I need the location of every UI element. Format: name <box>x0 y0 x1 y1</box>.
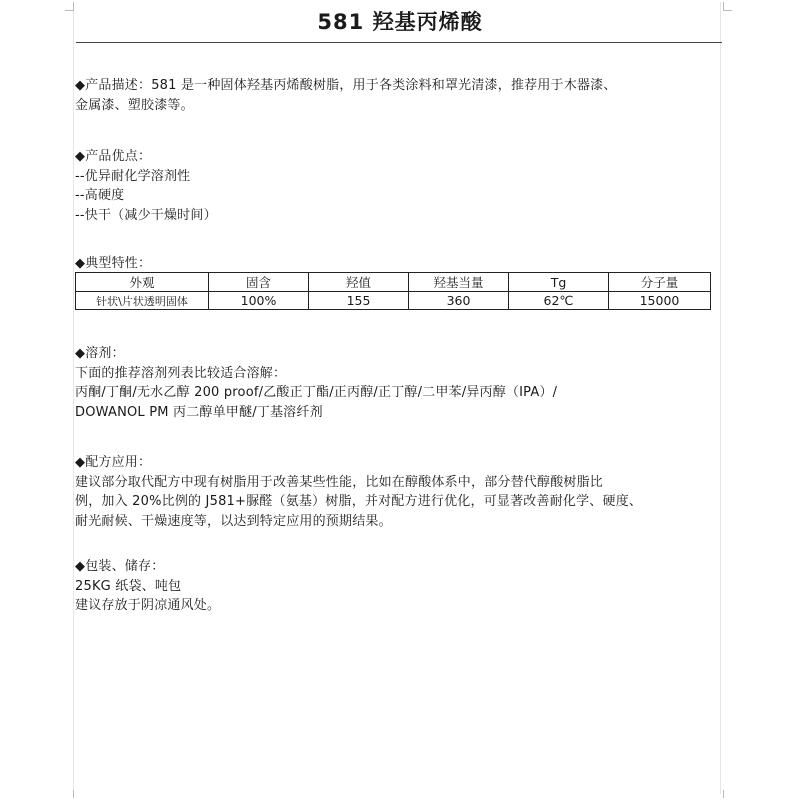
table-cell: 155 <box>309 292 409 310</box>
advantages-heading: ◆产品优点： <box>75 149 152 164</box>
table-cell: 15000 <box>609 292 711 310</box>
advantage-item: --快干（减少干燥时间） <box>75 207 217 223</box>
advantage-item: --优异耐化学溶剂性 <box>75 168 191 184</box>
formulation-line: 耐光耐候、干燥速度等，以达到特定应用的预期结果。 <box>75 513 392 529</box>
solvents-section <box>75 344 723 422</box>
solvents-line: 下面的推荐溶剂列表比较适合溶解： <box>75 365 287 381</box>
description-line: 金属漆、塑胶漆等。 <box>75 97 194 113</box>
packaging-heading: ◆包装、储存： <box>75 559 165 574</box>
properties-heading: ◆典型特性： <box>75 256 152 271</box>
packaging-section <box>75 557 723 616</box>
packaging-line: 建议存放于阴凉通风处。 <box>75 598 221 613</box>
solvents-line: DOWANOL PM 丙二醇单甲醚/丁基溶纤剂 <box>75 404 323 420</box>
formulation-line: 例，加入 20%比例的 J581+脲醛（氨基）树脂，并对配方进行优化，可显著改善耐化学、硬度、 <box>75 494 643 509</box>
document-title: 581 羟基丙烯酸 <box>317 10 483 34</box>
formulation-heading: ◆配方应用： <box>75 455 152 470</box>
crop-mark-top-left <box>65 2 74 11</box>
table-header-cell: 分子量 <box>609 273 711 292</box>
table-cell: 62℃ <box>509 292 609 310</box>
table-cell: 针状\片状透明固体 <box>76 292 209 310</box>
table-cell: 360 <box>409 292 509 310</box>
table-header-cell: 外观 <box>76 273 209 292</box>
properties-table <box>75 272 711 310</box>
table-header-row <box>76 273 711 292</box>
formulation-section <box>75 453 723 531</box>
table-header-cell: Tg <box>509 273 609 292</box>
crop-mark-bottom-left <box>65 790 74 798</box>
table-row <box>76 292 711 310</box>
title-underline <box>76 42 722 43</box>
advantage-item: --高硬度 <box>75 188 125 203</box>
advantages-section <box>75 147 723 225</box>
table-header-cell: 固含 <box>209 273 309 292</box>
table-header-cell: 羟基当量 <box>409 273 509 292</box>
description-section <box>75 76 723 115</box>
solvents-line: 丙酮/丁酮/无水乙醇 200 proof/乙酸正丁酯/正丙醇/正丁醇/二甲苯/异丙醇（IPA）/ <box>75 385 558 400</box>
table-cell: 100% <box>209 292 309 310</box>
formulation-line: 建议部分取代配方中现有树脂用于改善某些性能，比如在醇酸体系中，部分替代醇酸树脂比 <box>75 474 604 490</box>
table-header-cell: 羟值 <box>309 273 409 292</box>
packaging-line: 25KG 纸袋、吨包 <box>75 578 182 594</box>
solvents-heading: ◆溶剂： <box>75 346 125 361</box>
description-heading: ◆产品描述：581 是一种固体羟基丙烯酸树脂，用于各类涂料和罩光清漆，推荐用于木器漆、 <box>75 78 617 93</box>
crop-mark-bottom-right <box>723 790 732 798</box>
